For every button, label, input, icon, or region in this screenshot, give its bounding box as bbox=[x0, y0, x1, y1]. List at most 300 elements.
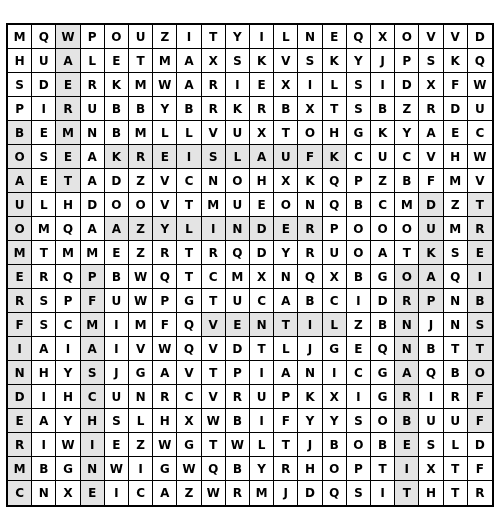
grid-cell[interactable]: P bbox=[56, 289, 80, 313]
grid-cell[interactable]: I bbox=[8, 337, 32, 361]
grid-cell[interactable]: G bbox=[56, 457, 80, 481]
grid-cell[interactable]: B bbox=[8, 121, 32, 145]
grid-cell[interactable]: J bbox=[105, 361, 129, 385]
grid-cell[interactable]: E bbox=[444, 121, 468, 145]
grid-cell[interactable]: M bbox=[395, 193, 419, 217]
grid-cell[interactable]: H bbox=[419, 481, 443, 505]
grid-cell[interactable]: M bbox=[129, 121, 153, 145]
grid-cell[interactable]: L bbox=[129, 409, 153, 433]
grid-cell[interactable]: B bbox=[298, 289, 322, 313]
grid-cell[interactable]: I bbox=[371, 481, 395, 505]
grid-cell[interactable]: D bbox=[8, 385, 32, 409]
grid-cell[interactable]: U bbox=[129, 25, 153, 49]
grid-cell[interactable]: R bbox=[395, 385, 419, 409]
grid-cell[interactable]: T bbox=[177, 265, 201, 289]
grid-cell[interactable]: B bbox=[177, 97, 201, 121]
grid-cell[interactable]: T bbox=[395, 481, 419, 505]
grid-cell[interactable]: U bbox=[444, 409, 468, 433]
grid-cell[interactable]: K bbox=[298, 385, 322, 409]
grid-cell[interactable]: S bbox=[347, 97, 371, 121]
grid-cell[interactable]: T bbox=[274, 313, 298, 337]
grid-cell[interactable]: W bbox=[56, 25, 80, 49]
grid-cell[interactable]: E bbox=[347, 337, 371, 361]
grid-cell[interactable]: D bbox=[226, 337, 250, 361]
grid-cell[interactable]: N bbox=[298, 361, 322, 385]
grid-cell[interactable]: B bbox=[226, 457, 250, 481]
grid-cell[interactable]: Q bbox=[347, 25, 371, 49]
grid-cell[interactable]: X bbox=[419, 73, 443, 97]
grid-cell[interactable]: N bbox=[81, 121, 105, 145]
grid-cell[interactable]: I bbox=[323, 361, 347, 385]
grid-cell[interactable]: E bbox=[105, 49, 129, 73]
grid-cell[interactable]: O bbox=[395, 217, 419, 241]
grid-cell[interactable]: N bbox=[395, 337, 419, 361]
grid-cell[interactable]: T bbox=[444, 337, 468, 361]
grid-cell[interactable]: O bbox=[371, 409, 395, 433]
grid-cell[interactable]: I bbox=[419, 385, 443, 409]
grid-cell[interactable]: A bbox=[81, 145, 105, 169]
grid-cell[interactable]: E bbox=[105, 433, 129, 457]
grid-cell[interactable]: O bbox=[129, 193, 153, 217]
grid-cell[interactable]: G bbox=[323, 337, 347, 361]
grid-cell[interactable]: U bbox=[105, 289, 129, 313]
grid-cell[interactable]: D bbox=[105, 169, 129, 193]
grid-cell[interactable]: V bbox=[202, 121, 226, 145]
grid-cell[interactable]: X bbox=[274, 169, 298, 193]
grid-cell[interactable]: T bbox=[444, 457, 468, 481]
grid-cell[interactable]: A bbox=[105, 217, 129, 241]
grid-cell[interactable]: I bbox=[177, 25, 201, 49]
grid-cell[interactable]: D bbox=[468, 25, 492, 49]
grid-cell[interactable]: Q bbox=[371, 337, 395, 361]
grid-cell[interactable]: L bbox=[274, 337, 298, 361]
grid-cell[interactable]: Z bbox=[444, 193, 468, 217]
grid-cell[interactable]: Q bbox=[444, 265, 468, 289]
grid-cell[interactable]: V bbox=[153, 193, 177, 217]
grid-cell[interactable]: T bbox=[202, 433, 226, 457]
grid-cell[interactable]: B bbox=[347, 193, 371, 217]
grid-cell[interactable]: O bbox=[8, 217, 32, 241]
grid-cell[interactable]: S bbox=[347, 73, 371, 97]
grid-cell[interactable]: T bbox=[177, 241, 201, 265]
grid-cell[interactable]: L bbox=[323, 73, 347, 97]
grid-cell[interactable]: Y bbox=[226, 25, 250, 49]
grid-cell[interactable]: I bbox=[202, 217, 226, 241]
grid-cell[interactable]: W bbox=[202, 409, 226, 433]
grid-cell[interactable]: A bbox=[8, 169, 32, 193]
grid-cell[interactable]: W bbox=[468, 73, 492, 97]
grid-cell[interactable]: S bbox=[419, 433, 443, 457]
grid-cell[interactable]: Z bbox=[177, 481, 201, 505]
grid-cell[interactable]: W bbox=[202, 481, 226, 505]
grid-cell[interactable]: A bbox=[419, 121, 443, 145]
grid-cell[interactable]: E bbox=[105, 241, 129, 265]
grid-cell[interactable]: D bbox=[81, 193, 105, 217]
grid-cell[interactable]: N bbox=[298, 25, 322, 49]
grid-cell[interactable]: U bbox=[226, 193, 250, 217]
grid-cell[interactable]: I bbox=[250, 25, 274, 49]
grid-cell[interactable]: N bbox=[202, 169, 226, 193]
grid-cell[interactable]: Y bbox=[153, 97, 177, 121]
grid-cell[interactable]: I bbox=[56, 337, 80, 361]
grid-cell[interactable]: O bbox=[323, 457, 347, 481]
grid-cell[interactable]: K bbox=[323, 145, 347, 169]
grid-cell[interactable]: P bbox=[323, 217, 347, 241]
grid-cell[interactable]: Y bbox=[347, 49, 371, 73]
grid-cell[interactable]: K bbox=[105, 73, 129, 97]
grid-cell[interactable]: N bbox=[81, 457, 105, 481]
grid-cell[interactable]: S bbox=[444, 241, 468, 265]
grid-cell[interactable]: B bbox=[105, 265, 129, 289]
grid-cell[interactable]: E bbox=[323, 25, 347, 49]
grid-cell[interactable]: V bbox=[177, 361, 201, 385]
grid-cell[interactable]: O bbox=[347, 241, 371, 265]
grid-cell[interactable]: U bbox=[274, 145, 298, 169]
grid-cell[interactable]: G bbox=[177, 289, 201, 313]
grid-cell[interactable]: D bbox=[250, 241, 274, 265]
grid-cell[interactable]: A bbox=[56, 49, 80, 73]
grid-cell[interactable]: K bbox=[298, 169, 322, 193]
grid-cell[interactable]: U bbox=[468, 97, 492, 121]
grid-cell[interactable]: L bbox=[250, 433, 274, 457]
grid-cell[interactable]: U bbox=[419, 409, 443, 433]
grid-cell[interactable]: S bbox=[81, 361, 105, 385]
grid-cell[interactable]: C bbox=[56, 313, 80, 337]
grid-cell[interactable]: R bbox=[274, 457, 298, 481]
grid-cell[interactable]: N bbox=[250, 313, 274, 337]
grid-cell[interactable]: S bbox=[32, 313, 56, 337]
grid-cell[interactable]: S bbox=[202, 145, 226, 169]
grid-cell[interactable]: Q bbox=[153, 265, 177, 289]
grid-cell[interactable]: B bbox=[347, 265, 371, 289]
grid-cell[interactable]: F bbox=[419, 169, 443, 193]
grid-cell[interactable]: X bbox=[371, 25, 395, 49]
grid-cell[interactable]: C bbox=[371, 193, 395, 217]
grid-cell[interactable]: M bbox=[8, 241, 32, 265]
grid-cell[interactable]: L bbox=[323, 313, 347, 337]
grid-cell[interactable]: D bbox=[468, 433, 492, 457]
grid-cell[interactable]: H bbox=[250, 169, 274, 193]
grid-cell[interactable]: I bbox=[32, 433, 56, 457]
grid-cell[interactable]: X bbox=[323, 265, 347, 289]
grid-cell[interactable]: Q bbox=[323, 169, 347, 193]
grid-cell[interactable]: U bbox=[105, 385, 129, 409]
grid-cell[interactable]: P bbox=[226, 361, 250, 385]
grid-cell[interactable]: Y bbox=[56, 361, 80, 385]
grid-cell[interactable]: Y bbox=[274, 241, 298, 265]
grid-cell[interactable]: A bbox=[81, 217, 105, 241]
grid-cell[interactable]: X bbox=[298, 97, 322, 121]
grid-cell[interactable]: V bbox=[419, 25, 443, 49]
grid-cell[interactable]: F bbox=[153, 313, 177, 337]
grid-cell[interactable]: O bbox=[468, 361, 492, 385]
grid-cell[interactable]: O bbox=[395, 25, 419, 49]
grid-cell[interactable]: N bbox=[274, 265, 298, 289]
grid-cell[interactable]: B bbox=[468, 289, 492, 313]
grid-cell[interactable]: R bbox=[226, 481, 250, 505]
grid-cell[interactable]: O bbox=[298, 121, 322, 145]
grid-cell[interactable]: E bbox=[32, 121, 56, 145]
grid-cell[interactable]: L bbox=[32, 193, 56, 217]
grid-cell[interactable]: E bbox=[468, 241, 492, 265]
grid-cell[interactable]: S bbox=[8, 73, 32, 97]
grid-cell[interactable]: U bbox=[371, 145, 395, 169]
grid-cell[interactable]: S bbox=[105, 409, 129, 433]
grid-cell[interactable]: K bbox=[323, 49, 347, 73]
grid-cell[interactable]: W bbox=[177, 457, 201, 481]
grid-cell[interactable]: T bbox=[202, 25, 226, 49]
grid-cell[interactable]: G bbox=[347, 121, 371, 145]
grid-cell[interactable]: D bbox=[32, 73, 56, 97]
grid-cell[interactable]: K bbox=[371, 121, 395, 145]
grid-cell[interactable]: X bbox=[250, 265, 274, 289]
grid-cell[interactable]: Z bbox=[129, 169, 153, 193]
grid-cell[interactable]: F bbox=[444, 73, 468, 97]
grid-cell[interactable]: E bbox=[250, 73, 274, 97]
grid-cell[interactable]: M bbox=[250, 481, 274, 505]
grid-cell[interactable]: U bbox=[250, 385, 274, 409]
grid-cell[interactable]: A bbox=[274, 361, 298, 385]
grid-cell[interactable]: Z bbox=[347, 313, 371, 337]
grid-cell[interactable]: K bbox=[419, 241, 443, 265]
grid-cell[interactable]: U bbox=[226, 121, 250, 145]
grid-cell[interactable]: I bbox=[468, 265, 492, 289]
grid-cell[interactable]: Q bbox=[298, 265, 322, 289]
grid-cell[interactable]: M bbox=[153, 49, 177, 73]
grid-cell[interactable]: B bbox=[371, 97, 395, 121]
grid-cell[interactable]: Q bbox=[32, 25, 56, 49]
grid-cell[interactable]: V bbox=[468, 169, 492, 193]
grid-cell[interactable]: R bbox=[8, 289, 32, 313]
grid-cell[interactable]: C bbox=[81, 385, 105, 409]
grid-cell[interactable]: A bbox=[419, 265, 443, 289]
grid-cell[interactable]: K bbox=[444, 49, 468, 73]
grid-cell[interactable]: A bbox=[32, 337, 56, 361]
grid-cell[interactable]: M bbox=[444, 169, 468, 193]
grid-cell[interactable]: I bbox=[105, 481, 129, 505]
grid-cell[interactable]: S bbox=[347, 481, 371, 505]
grid-cell[interactable]: P bbox=[347, 169, 371, 193]
grid-cell[interactable]: E bbox=[250, 193, 274, 217]
grid-cell[interactable]: D bbox=[395, 73, 419, 97]
grid-cell[interactable]: L bbox=[177, 217, 201, 241]
grid-cell[interactable]: R bbox=[298, 241, 322, 265]
grid-cell[interactable]: S bbox=[298, 49, 322, 73]
grid-cell[interactable]: D bbox=[298, 481, 322, 505]
grid-cell[interactable]: M bbox=[81, 313, 105, 337]
grid-cell[interactable]: F bbox=[298, 145, 322, 169]
grid-cell[interactable]: H bbox=[153, 409, 177, 433]
grid-cell[interactable]: C bbox=[395, 145, 419, 169]
grid-cell[interactable]: E bbox=[81, 481, 105, 505]
grid-cell[interactable]: R bbox=[419, 97, 443, 121]
grid-cell[interactable]: E bbox=[8, 265, 32, 289]
grid-cell[interactable]: R bbox=[202, 73, 226, 97]
grid-cell[interactable]: I bbox=[32, 385, 56, 409]
grid-cell[interactable]: I bbox=[347, 385, 371, 409]
grid-cell[interactable]: Q bbox=[177, 337, 201, 361]
grid-cell[interactable]: H bbox=[32, 361, 56, 385]
grid-cell[interactable]: D bbox=[250, 217, 274, 241]
grid-cell[interactable]: V bbox=[444, 25, 468, 49]
grid-cell[interactable]: B bbox=[395, 409, 419, 433]
grid-cell[interactable]: O bbox=[226, 169, 250, 193]
grid-cell[interactable]: E bbox=[32, 169, 56, 193]
grid-cell[interactable]: U bbox=[81, 97, 105, 121]
grid-cell[interactable]: V bbox=[129, 337, 153, 361]
grid-cell[interactable]: L bbox=[274, 25, 298, 49]
grid-cell[interactable]: B bbox=[419, 337, 443, 361]
grid-cell[interactable]: R bbox=[8, 433, 32, 457]
grid-cell[interactable]: B bbox=[371, 313, 395, 337]
grid-cell[interactable]: Y bbox=[250, 457, 274, 481]
grid-cell[interactable]: H bbox=[56, 385, 80, 409]
grid-cell[interactable]: S bbox=[32, 289, 56, 313]
grid-cell[interactable]: S bbox=[32, 145, 56, 169]
grid-cell[interactable]: N bbox=[32, 481, 56, 505]
grid-cell[interactable]: Q bbox=[468, 49, 492, 73]
grid-cell[interactable]: B bbox=[274, 97, 298, 121]
grid-cell[interactable]: Y bbox=[153, 217, 177, 241]
grid-cell[interactable]: M bbox=[444, 217, 468, 241]
grid-cell[interactable]: G bbox=[129, 361, 153, 385]
grid-cell[interactable]: D bbox=[419, 193, 443, 217]
grid-cell[interactable]: X bbox=[56, 481, 80, 505]
grid-cell[interactable]: H bbox=[323, 121, 347, 145]
grid-cell[interactable]: Y bbox=[395, 121, 419, 145]
grid-cell[interactable]: M bbox=[8, 457, 32, 481]
grid-cell[interactable]: G bbox=[371, 385, 395, 409]
grid-cell[interactable]: R bbox=[81, 73, 105, 97]
grid-cell[interactable]: Q bbox=[323, 193, 347, 217]
grid-cell[interactable]: E bbox=[8, 409, 32, 433]
grid-cell[interactable]: J bbox=[419, 313, 443, 337]
grid-cell[interactable]: C bbox=[347, 361, 371, 385]
grid-cell[interactable]: C bbox=[323, 289, 347, 313]
grid-cell[interactable]: H bbox=[8, 49, 32, 73]
grid-cell[interactable]: R bbox=[468, 217, 492, 241]
grid-cell[interactable]: T bbox=[468, 337, 492, 361]
grid-cell[interactable]: W bbox=[153, 73, 177, 97]
grid-cell[interactable]: H bbox=[81, 409, 105, 433]
grid-cell[interactable]: X bbox=[419, 457, 443, 481]
grid-cell[interactable]: K bbox=[250, 49, 274, 73]
grid-cell[interactable]: T bbox=[202, 289, 226, 313]
grid-cell[interactable]: X bbox=[202, 49, 226, 73]
grid-cell[interactable]: R bbox=[202, 241, 226, 265]
grid-cell[interactable]: R bbox=[129, 145, 153, 169]
grid-cell[interactable]: A bbox=[177, 73, 201, 97]
grid-cell[interactable]: I bbox=[371, 73, 395, 97]
grid-cell[interactable]: R bbox=[153, 241, 177, 265]
grid-cell[interactable]: V bbox=[202, 313, 226, 337]
grid-cell[interactable]: F bbox=[81, 289, 105, 313]
grid-cell[interactable]: M bbox=[32, 217, 56, 241]
grid-cell[interactable]: O bbox=[105, 25, 129, 49]
grid-cell[interactable]: U bbox=[32, 49, 56, 73]
grid-cell[interactable]: T bbox=[250, 337, 274, 361]
grid-cell[interactable]: U bbox=[8, 193, 32, 217]
grid-cell[interactable]: A bbox=[177, 49, 201, 73]
grid-cell[interactable]: I bbox=[32, 97, 56, 121]
grid-cell[interactable]: S bbox=[347, 409, 371, 433]
grid-cell[interactable]: P bbox=[153, 289, 177, 313]
grid-cell[interactable]: L bbox=[444, 433, 468, 457]
grid-cell[interactable]: O bbox=[274, 193, 298, 217]
grid-cell[interactable]: W bbox=[153, 433, 177, 457]
grid-cell[interactable]: A bbox=[395, 361, 419, 385]
grid-cell[interactable]: I bbox=[250, 361, 274, 385]
grid-cell[interactable]: T bbox=[202, 361, 226, 385]
grid-cell[interactable]: U bbox=[226, 289, 250, 313]
grid-cell[interactable]: E bbox=[274, 217, 298, 241]
grid-cell[interactable]: I bbox=[298, 73, 322, 97]
grid-cell[interactable]: S bbox=[419, 49, 443, 73]
grid-cell[interactable]: I bbox=[226, 73, 250, 97]
grid-cell[interactable]: V bbox=[202, 385, 226, 409]
grid-cell[interactable]: C bbox=[8, 481, 32, 505]
grid-cell[interactable]: D bbox=[444, 97, 468, 121]
grid-cell[interactable]: N bbox=[298, 193, 322, 217]
grid-cell[interactable]: T bbox=[395, 241, 419, 265]
grid-cell[interactable]: F bbox=[274, 409, 298, 433]
grid-cell[interactable]: A bbox=[250, 145, 274, 169]
grid-cell[interactable]: E bbox=[395, 433, 419, 457]
grid-cell[interactable]: E bbox=[56, 73, 80, 97]
grid-cell[interactable]: V bbox=[153, 169, 177, 193]
grid-cell[interactable]: H bbox=[298, 457, 322, 481]
grid-cell[interactable]: J bbox=[298, 337, 322, 361]
grid-cell[interactable]: A bbox=[32, 409, 56, 433]
grid-cell[interactable]: A bbox=[81, 337, 105, 361]
grid-cell[interactable]: J bbox=[274, 481, 298, 505]
grid-cell[interactable]: R bbox=[226, 385, 250, 409]
grid-cell[interactable]: V bbox=[274, 49, 298, 73]
grid-cell[interactable]: G bbox=[371, 361, 395, 385]
grid-cell[interactable]: B bbox=[105, 97, 129, 121]
grid-cell[interactable]: Z bbox=[129, 433, 153, 457]
grid-cell[interactable]: E bbox=[226, 313, 250, 337]
grid-cell[interactable]: Q bbox=[323, 481, 347, 505]
grid-cell[interactable]: M bbox=[56, 121, 80, 145]
grid-cell[interactable]: C bbox=[250, 289, 274, 313]
grid-cell[interactable]: X bbox=[250, 121, 274, 145]
grid-cell[interactable]: B bbox=[395, 169, 419, 193]
grid-cell[interactable]: P bbox=[274, 385, 298, 409]
grid-cell[interactable]: U bbox=[323, 241, 347, 265]
grid-cell[interactable]: B bbox=[32, 457, 56, 481]
grid-cell[interactable]: P bbox=[347, 457, 371, 481]
grid-cell[interactable]: M bbox=[8, 25, 32, 49]
grid-cell[interactable]: A bbox=[153, 361, 177, 385]
grid-cell[interactable]: L bbox=[177, 121, 201, 145]
grid-cell[interactable]: I bbox=[129, 457, 153, 481]
grid-cell[interactable]: Z bbox=[153, 25, 177, 49]
grid-cell[interactable]: B bbox=[129, 97, 153, 121]
grid-cell[interactable]: C bbox=[129, 481, 153, 505]
grid-cell[interactable]: Q bbox=[202, 457, 226, 481]
grid-cell[interactable]: I bbox=[177, 145, 201, 169]
grid-cell[interactable]: S bbox=[226, 49, 250, 73]
grid-cell[interactable]: K bbox=[105, 145, 129, 169]
grid-cell[interactable]: N bbox=[444, 313, 468, 337]
grid-cell[interactable]: X bbox=[323, 385, 347, 409]
grid-cell[interactable]: C bbox=[468, 121, 492, 145]
grid-cell[interactable]: P bbox=[81, 25, 105, 49]
grid-cell[interactable]: I bbox=[347, 289, 371, 313]
grid-cell[interactable]: Z bbox=[371, 169, 395, 193]
grid-cell[interactable]: F bbox=[468, 457, 492, 481]
